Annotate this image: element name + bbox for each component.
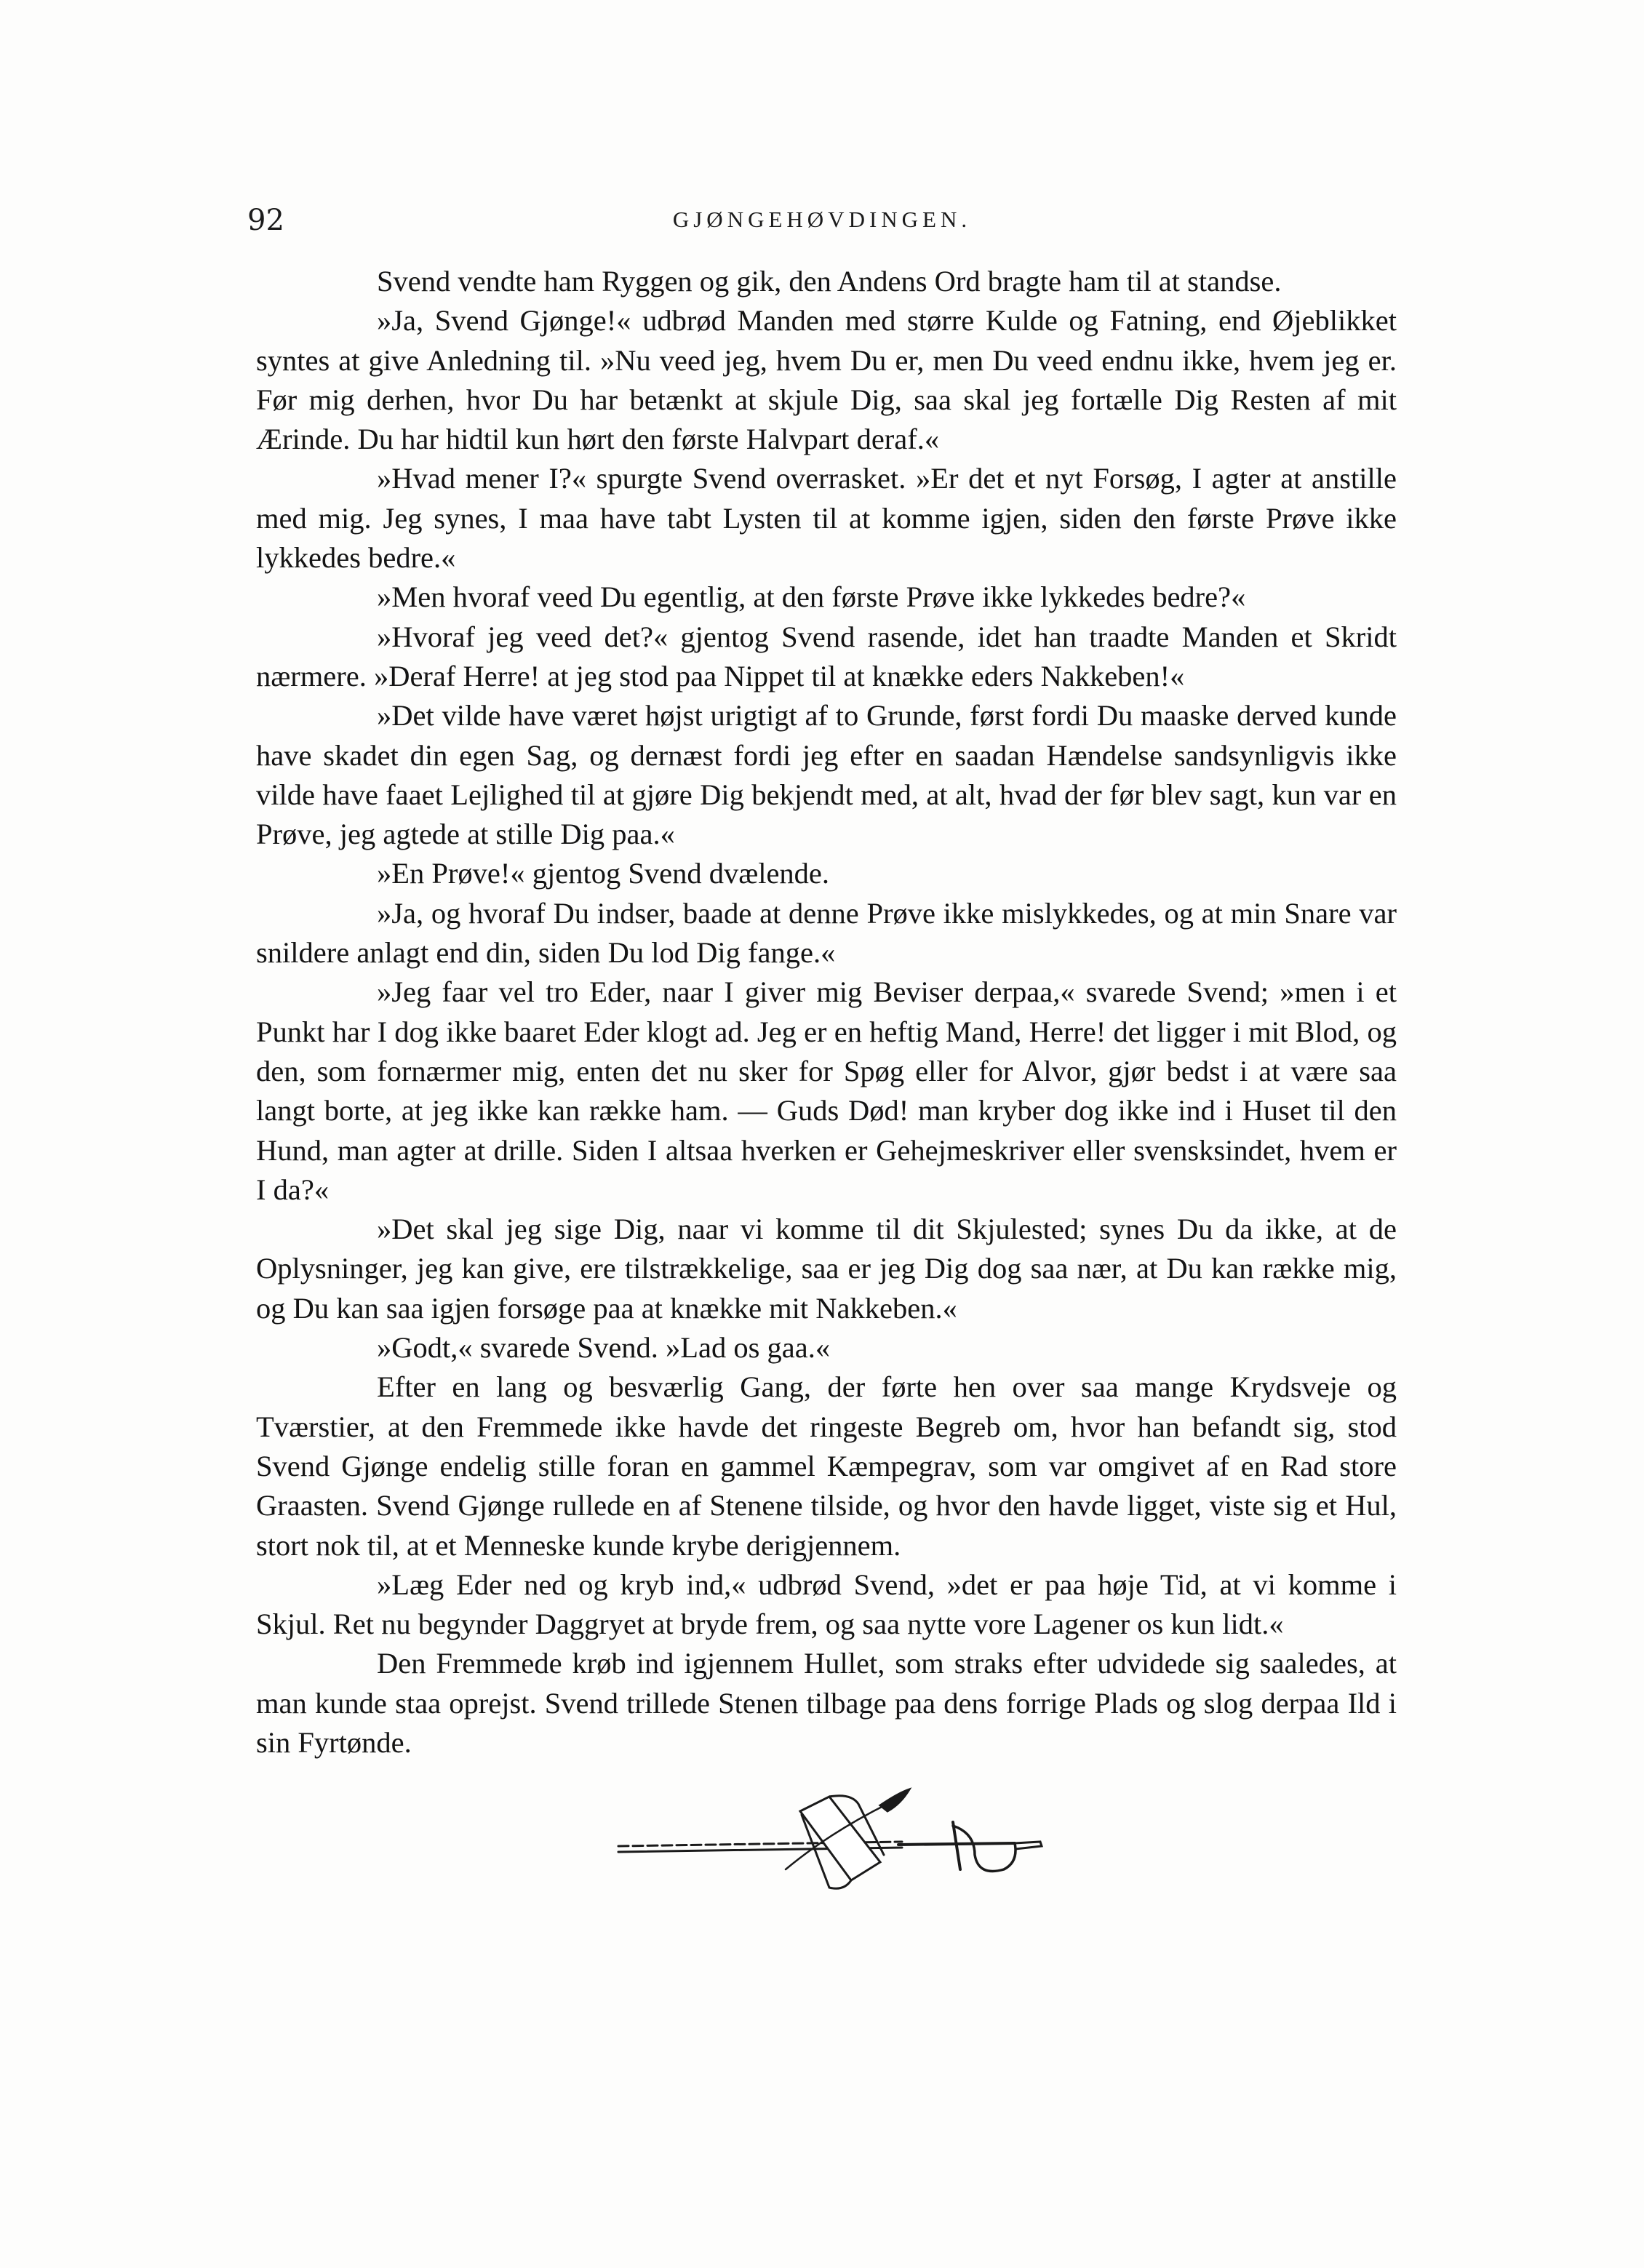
paragraph: »Hvoraf jeg veed det?« gjentog Svend rasende, idet han traadte Manden et Skridt nærmere. »Deraf Herre! at jeg stod paa Nippet til at knække eders Nakkeben!« [256, 620, 1397, 692]
paragraph: »Men hvoraf veed Du egentlig, at den første Prøve ikke lykkedes bedre?« [377, 580, 1246, 614]
page-header [247, 204, 1397, 240]
paragraph: »Det vilde have været højst urigtigt af to Grunde, først fordi Du maaske derved kunde have skadet din egen Sag, og dernæst fordi jeg efter en saadan Hændelse sandsynligvis ikke vilde have faaet Lejlighed til at gjøre Dig bekjendt med, at alt, hvad der før blev sagt, kun var en Prøve, jeg agtede at stille Dig paa.« [256, 699, 1397, 851]
quill-scroll-sword-ornament-icon [611, 1782, 1048, 1898]
paragraph: »Ja, og hvoraf Du indser, baade at denne Prøve ikke mislykkedes, og at min Snare var snildere anlagt end din, siden Du lod Dig fange.« [256, 896, 1397, 970]
paragraph: Efter en lang og besværlig Gang, der førte hen over saa mange Krydsveje og Tværstier, at den Fremmede ikke havde det ringeste Begreb om, hvor han befandt sig, stod Svend Gjønge endelig stille foran en gammel Kæmpegrav, som var omgivet af en Rad store Graasten. Svend Gjønge rullede en af Stenene tilside, og hvor den havde ligget, viste sig et Hul, stort nok til, at et Menneske kunde krybe derigjennem. [256, 1370, 1397, 1562]
page-number: 92 [247, 204, 284, 237]
paragraph: »Ja, Svend Gjønge!« udbrød Manden med større Kulde og Fatning, end Øjeblikket syntes at give Anledning til. »Nu veed jeg, hvem Du er, men Du veed endnu ikke, hvem jeg er. Før mig derhen, hvor Du har betænkt at skjule Dig, saa skal jeg fortælle Dig Resten af mit Ærinde. Du har hidtil kun hørt den første Halvpart deraf.« [256, 304, 1397, 456]
paragraph: »Jeg faar vel tro Eder, naar I giver mig Beviser derpaa,« svarede Svend; »men i et Punkt har I dog ikke baaret Eder klogt ad. Jeg er en heftig Mand, Herre! det ligger i mit Blod, og den, som fornærmer mig, enten det nu sker for Spøg eller for Alvor, gjør bedst i at være saa langt borte, at jeg ikke kan række ham. — Guds Død! man kryber dog ikke ind i Huset til den Hund, man agter at drille. Siden I altsaa hverken er Gehejmeskriver eller svensksindet, hvem er I da?« [256, 975, 1397, 1206]
paragraph: »Hvad mener I?« spurgte Svend overrasket. »Er det et nyt Forsøg, I agter at anstille med mig. Jeg synes, I maa have tabt Lysten til at komme igjen, siden den første Prøve ikke lykkedes bedre.« [256, 462, 1397, 575]
body-text [256, 262, 1397, 1762]
paragraph: Den Fremmede krøb ind igjennem Hullet, som straks efter udvidede sig saaledes, at man kunde staa oprejst. Svend trillede Stenen tilbage paa dens forrige Plads og slog derpaa Ild i sin Fyrtønde. [256, 1647, 1397, 1759]
paragraph: »Godt,« svarede Svend. »Lad os gaa.« [377, 1331, 831, 1365]
paragraph: »En Prøve!« gjentog Svend dvælende. [377, 857, 830, 890]
paragraph: »Læg Eder ned og kryb ind,« udbrød Svend, »det er paa høje Tid, at vi komme i Skjul. Ret nu begynder Daggryet at bryde frem, og saa nytte vore Lagener os kun lidt.« [256, 1568, 1397, 1641]
paragraph: Svend vendte ham Ryggen og gik, den Andens Ord bragte ham til at standse. [377, 265, 1282, 298]
running-title: GJØNGEHØVDINGEN. [672, 207, 972, 232]
paragraph: »Det skal jeg sige Dig, naar vi komme til dit Skjulested; synes Du da ikke, at de Oplysninger, jeg kan give, ere tilstrækkelige, saa er jeg Dig dog saa nær, at Du kan række mig, og Du kan saa igjen forsøge paa at knække mit Nakkeben.« [256, 1213, 1397, 1325]
